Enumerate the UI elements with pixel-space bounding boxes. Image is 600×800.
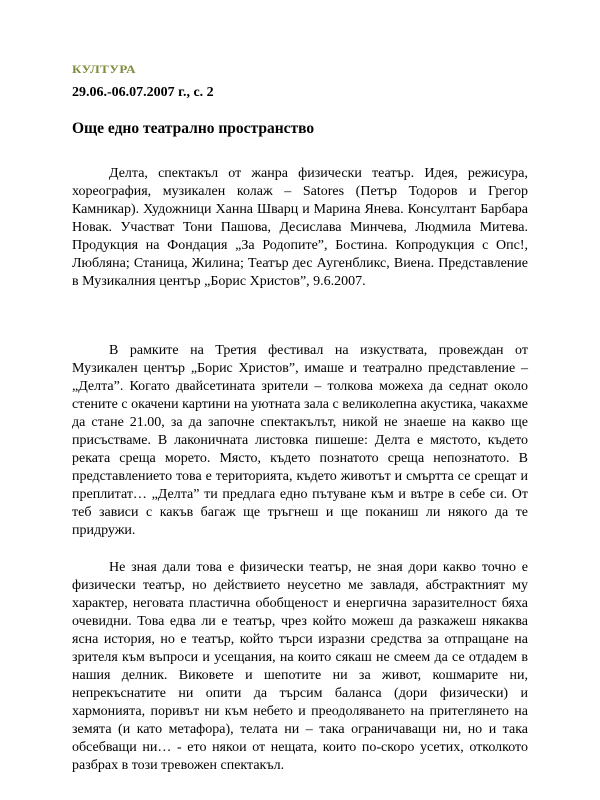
production-credits: Делта, спектакъл от жанра физически театър. Идея, режисура, хореография, музикален колаж – Satores (Петър Тодоров и Грегор Камникар). Художници Ханна Шварц и Марина Янева. Консултант Барбара Новак. Участват Тони Пашова, Десислава Минчева, Людмила Митева. Продукция на Фондация „За Родопите”, Бостина. Копродукция с Опс!, Любляна; Станица, Жилина; Театър дес Аугенбликс, Виена. Представление в Музикалния център „Борис Христов”, 9.6.2007. (72, 166, 528, 289)
section-logo: КУЛТУРА (72, 62, 137, 76)
article-title: Още едно театрално пространство (72, 120, 315, 137)
document-page (72, 62, 528, 789)
body-paragraph: В рамките на Третия фестивал на изкуствата, провеждан от Музикален център „Борис Христов”, имаше и театрално представление – „Делта”. Когато двайсетината зрители – толкова можеха да седнат около стените с окачени картини на уютната зала с великолепна акустика, чакахме да стане 21.00, за да започне спектакълът, никой не знаеше на какво ще присъстваме. В лаконичната листовка пишеше: Делта е мястото, където реката среща морето. Място, където познатото среща непознатото. В представлението това е територията, където животът и смъртта се срещат и преплитат… „Делта” ти предлага едно пътуване към и вътре в себе си. От теб зависи с какъв багаж ще тръгнеш и ще поканиш ли някого да те придружи. (72, 343, 528, 538)
body-paragraph: Не зная дали това е физически театър, не зная дори какво точно е физически театър, но действието неусетно ме завладя, абстрактният му характер, неговата пластична обобщеност и енергична заразителност бяха очевидни. Това едва ли е театър, чрез който можеш да разкажеш някаква ясна история, но е театър, който търси изразни средства за отпращане на зрителя към въпроси и усещания, на които сякаш не смеем да се отдадем в нашия делник. Виковете и шепотите ни за живот, кошмарите ни, непрекъснатите ни опити да търсим баланса (дори физически) и хармонията, поривът ни към небето и преодоляването на притеглянето на земята (и като метафора), телата ни – така ограничаващи ни, но и така обсебващи ни… - ето някои от нещата, които по-скоро усетих, отколкото разбрах в този тревожен спектакъл. (72, 560, 528, 773)
issue-date: 29.06.-06.07.2007 г., с. 2 (72, 85, 214, 100)
